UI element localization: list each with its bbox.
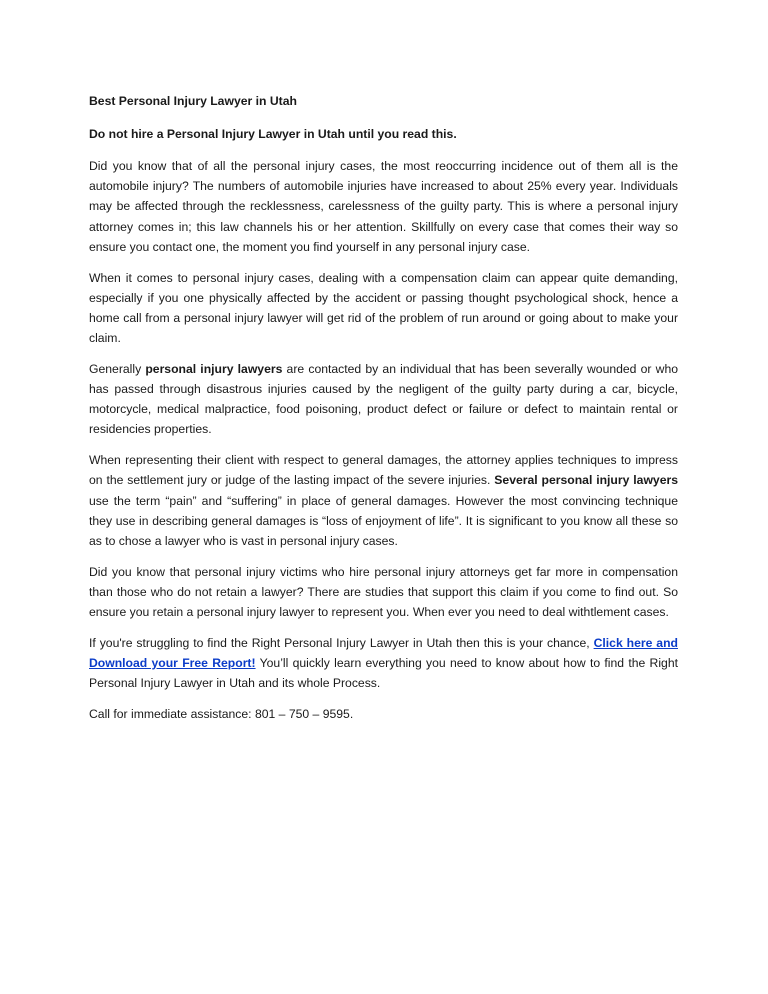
call-for-assistance: Call for immediate assistance: 801 – 750 – 9595. <box>89 706 354 721</box>
paragraph-free-report-end: You’ll quickly learn everything you need to know about how to find the Right Personal Injury Lawyer in Utah and its whole Process. <box>89 655 678 691</box>
download-free-report-link[interactable]: Click here and Download your Free Report! <box>89 635 678 670</box>
document-page <box>89 91 678 724</box>
document-title: Best Personal Injury Lawyer in Utah <box>89 94 297 108</box>
paragraph-free-report <box>89 633 678 694</box>
paragraph-generally-end: are contacted by an individual that has been severally wounded or who has passed through disastrous injuries caused by the negligent of the guilty party during a car, bicycle, motorcycle, medical malpractice, food poisoning, product defect or failure or defect to maintain rental or residencies properties. <box>89 361 679 437</box>
paragraph-general-damages-end: use the term “pain” and “suffering” in place of general damages. However the most convincing technique they use in describing general damages is “loss of enjoyment of life”. It is significant to you know all these so as to chose a lawyer who is vast in personal injury cases. <box>89 493 678 548</box>
paragraph-general-damages <box>89 450 678 551</box>
document-subtitle: Do not hire a Personal Injury Lawyer in Utah until you read this. <box>89 127 457 141</box>
paragraph-compensation-victims: Did you know that personal injury victims who hire personal injury attorneys get far more in compensation than those who do not retain a lawyer? There are studies that support this claim if you come to find out. So ensure you retain a personal injury lawyer to represent you. When ever you need to deal withtlement cases. <box>89 564 678 620</box>
paragraph-compensation-claim: When it comes to personal injury cases, dealing with a compensation claim can appear quite demanding, especially if you one physically affected by the accident or passing thought psychological shock, hence a home call from a personal injury lawyer will get rid of the problem of run around or going about to make your claim. <box>89 270 678 346</box>
bold-several-personal-injury-lawyers: Several personal injury lawyers <box>494 473 678 488</box>
paragraph-generally <box>89 359 678 440</box>
paragraph-generally-start: Generally <box>89 361 146 376</box>
paragraph-automobile-injury: Did you know that of all the personal injury cases, the most reoccurring incidence out of them all is the automobile injury? The numbers of automobile injuries have increased to about 25% every year. Individuals may be affected through the recklessness, carelessness of the guilty party. This is where a personal injury attorney comes in; this law channels his or her attention. Skillfully on every case that comes their way so ensure you contact one, the moment you find yourself in any personal injury case. <box>89 159 678 254</box>
paragraph-general-damages-start: When representing their client with respect to general damages, the attorney applies techniques to impress on the settlement jury or judge of the lasting impact of the severe injuries. <box>89 453 678 488</box>
bold-personal-injury-lawyers: personal injury lawyers <box>145 361 283 376</box>
paragraph-free-report-start: If you're struggling to find the Right Personal Injury Lawyer in Utah then this is your chance, <box>89 635 594 650</box>
